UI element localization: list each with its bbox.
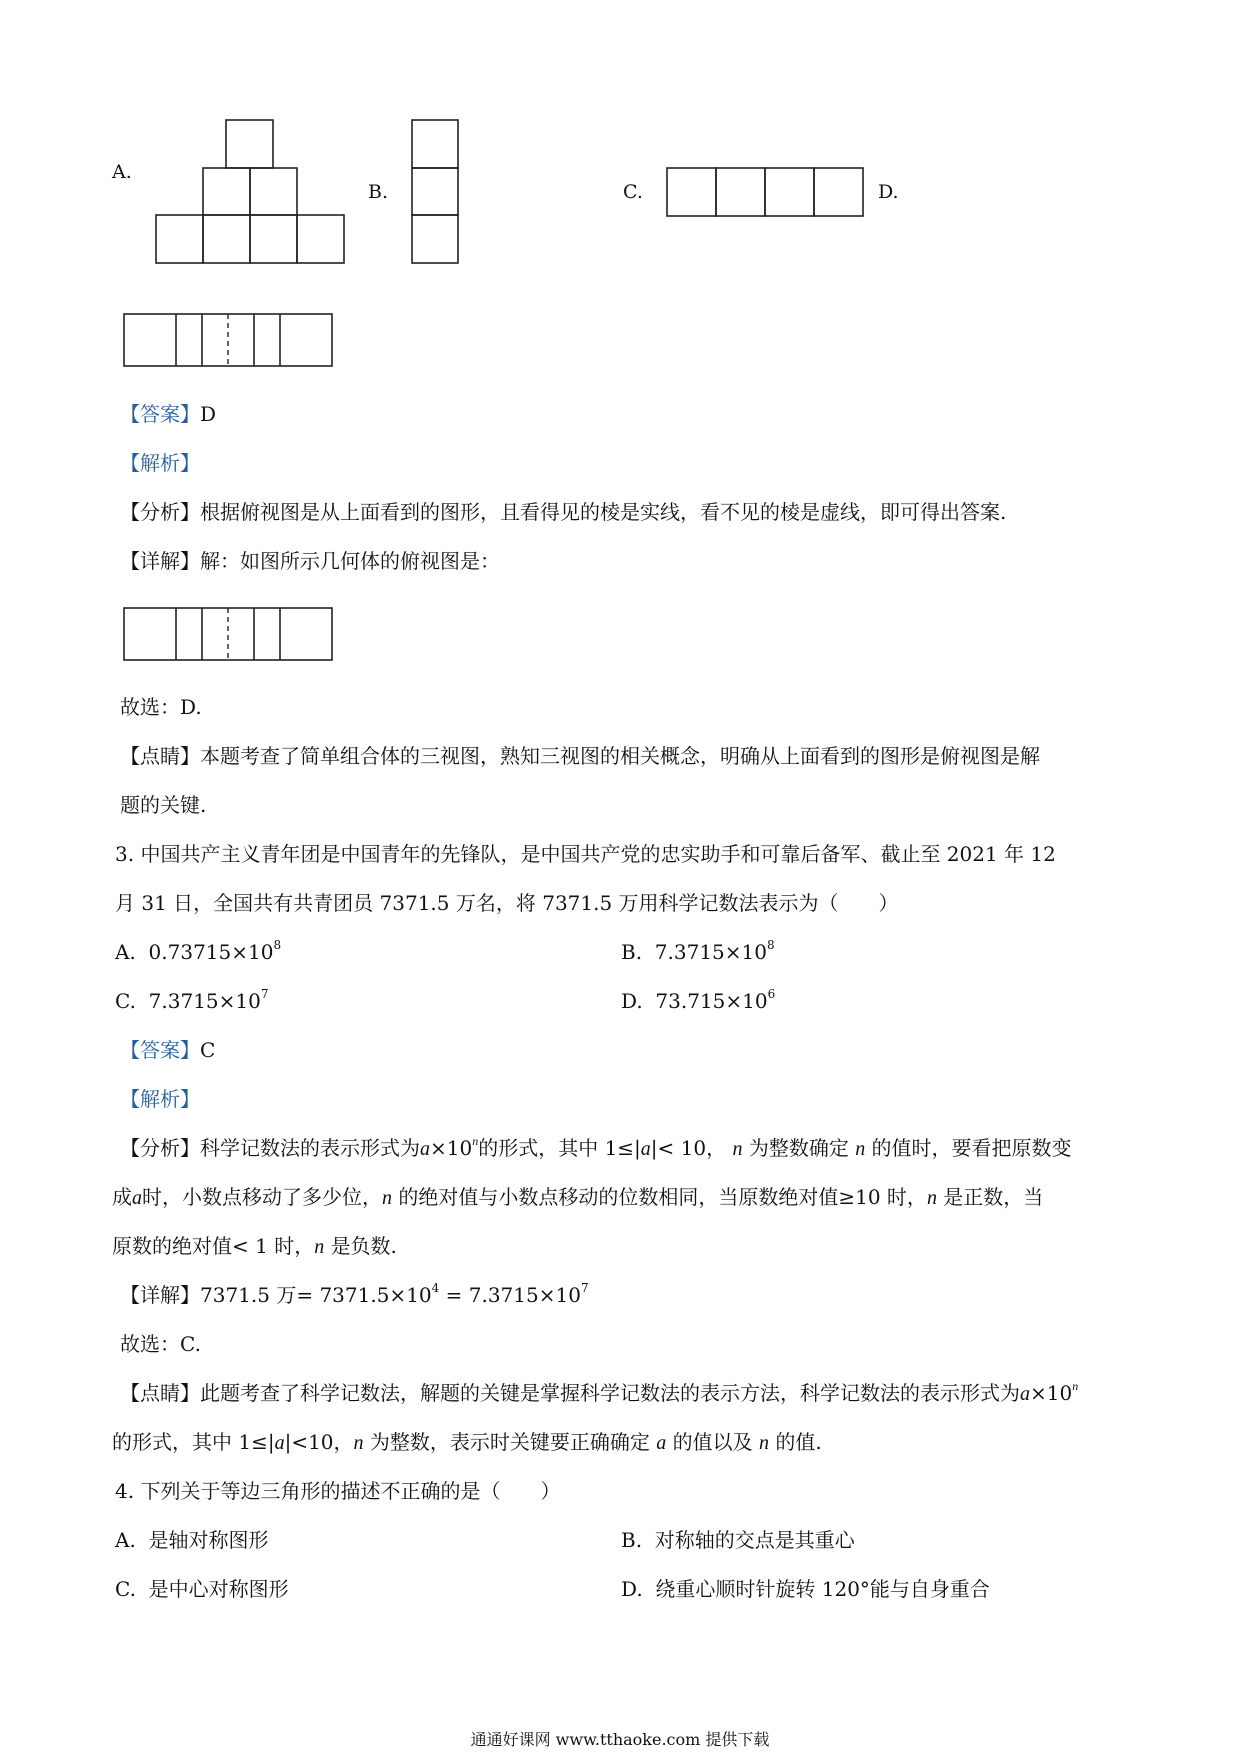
text: 的值时，要看把原数变 (871, 1136, 1072, 1160)
fenxi-tag: 【分析】 (120, 500, 200, 524)
option-value: 7.3715×10 (654, 940, 767, 964)
q2-conclusion: 故选：D. (120, 695, 202, 719)
option-exponent: 6 (767, 987, 776, 1002)
var-a: a (1020, 1383, 1030, 1405)
option-value: 73.715×10 (655, 989, 768, 1013)
text: |<10， (284, 1430, 354, 1454)
q4-option-c (115, 1575, 289, 1603)
answer-value: D (200, 402, 217, 426)
var-a: a (640, 1138, 651, 1160)
q3-stem-line1: 3. 中国共产主义青年团是中国青年的先锋队，是中国共产党的忠实助手和可靠后备军、截止至 2021 年 12 (115, 842, 1056, 866)
option-d-label: D. (878, 181, 899, 203)
xiangjie-tag: 【详解】 (120, 1283, 200, 1307)
xiangjie-text: 解：如图所示几何体的俯视图是： (200, 549, 500, 573)
var-n: n (472, 1134, 479, 1149)
var-n: n (926, 1187, 937, 1209)
q3-stem-line2: 月 31 日，全国共有共青团员 7371.5 万名，将 7371.5 万用科学记数法表示为（ ） (115, 891, 899, 915)
q2-answer (120, 400, 216, 428)
var-a: a (132, 1187, 142, 1209)
option-label: A. (115, 940, 136, 964)
q3-xiangjie (120, 1281, 589, 1309)
option-b-label: B. (368, 181, 389, 203)
text: = 7.3715×10 (439, 1283, 581, 1307)
xiangjie-tag: 【详解】 (120, 549, 200, 573)
option-label: C. (115, 1577, 136, 1601)
option-label: A. (115, 1528, 136, 1552)
option-value: 7.3715×10 (148, 989, 261, 1013)
figure-d (124, 314, 332, 366)
q3-analysis-tag: 【解析】 (120, 1087, 200, 1111)
text: 为整数确定 (748, 1136, 849, 1160)
var-n: n (382, 1187, 392, 1209)
q3-option-c (115, 987, 269, 1015)
option-text: 绕重心顺时针旋转 120°能与自身重合 (655, 1577, 990, 1601)
var-n: n (855, 1138, 866, 1160)
q3-answer (120, 1036, 215, 1064)
text: 是负数. (330, 1234, 397, 1258)
exponent: 4 (431, 1281, 440, 1296)
text: 为整数，表示时关键要正确确定 (369, 1430, 650, 1454)
fenxi-tag: 【分析】 (120, 1136, 200, 1160)
text: 此题考查了科学记数法，解题的关键是掌握科学记数法的表示方法，科学记数法的表示形式为 (200, 1381, 1020, 1405)
q3-option-b (621, 938, 775, 966)
option-value: 0.73715×10 (148, 940, 274, 964)
q3-dianjing-line2 (112, 1428, 822, 1457)
dianjing-tag: 【点睛】 (120, 744, 200, 768)
option-c-label: C. (623, 181, 643, 203)
q3-fenxi-line1 (120, 1134, 1072, 1163)
figure-c (667, 168, 863, 216)
text: 的值以及 (672, 1430, 753, 1454)
text: 时，小数点移动了多少位， (142, 1185, 382, 1209)
q2-analysis-tag: 【解析】 (120, 451, 200, 475)
var-a: a (656, 1432, 667, 1454)
dianjing-tag: 【点睛】 (120, 1381, 200, 1405)
option-exponent: 8 (273, 938, 282, 953)
q3-dianjing-line1 (120, 1379, 1078, 1408)
page-footer: 通通好课网 www.tthaoke.com 提供下载 (470, 1730, 770, 1749)
option-label: B. (621, 940, 643, 964)
answer-tag: 【答案】 (120, 1038, 200, 1062)
var-a: a (420, 1138, 430, 1160)
q2-fenxi (120, 498, 1006, 526)
q2-answer-figure (0, 600, 400, 670)
var-n: n (732, 1138, 743, 1160)
option-exponent: 7 (260, 987, 269, 1002)
q2-dianjing-line2: 题的关键. (120, 793, 207, 817)
figure-b (412, 120, 458, 263)
option-text: 是轴对称图形 (148, 1528, 269, 1552)
text: 科学记数法的表示形式为 (200, 1136, 420, 1160)
q4-option-a (115, 1526, 269, 1554)
q3-fenxi-line2 (112, 1183, 1043, 1212)
option-label: B. (621, 1528, 643, 1552)
q4-stem: 4. 下列关于等边三角形的描述不正确的是（ ） (115, 1479, 561, 1503)
q3-option-a (115, 938, 281, 966)
var-n: n (1072, 1379, 1079, 1394)
exponent: 7 (580, 1281, 589, 1296)
text: 7371.5 万= 7371.5×10 (200, 1283, 432, 1307)
option-exponent: 8 (766, 938, 775, 953)
option-text: 对称轴的交点是其重心 (654, 1528, 855, 1552)
q3-fenxi-line3 (112, 1232, 397, 1261)
text: 的形式，其中 1≤| (112, 1430, 275, 1454)
answer-tag: 【答案】 (120, 402, 200, 426)
option-a-label: A. (112, 161, 132, 183)
text: 的形式，其中 1≤| (478, 1136, 641, 1160)
q2-dianjing (120, 742, 1040, 770)
var-n: n (314, 1236, 325, 1258)
text: 是正数，当 (943, 1185, 1044, 1209)
q2-options-figures (0, 0, 1240, 380)
text: 成 (112, 1185, 132, 1209)
q4-option-d (621, 1575, 990, 1603)
option-label: D. (621, 1577, 643, 1601)
q4-option-b (621, 1526, 855, 1554)
text: |< 10， (650, 1136, 727, 1160)
q3-conclusion: 故选：C. (120, 1332, 201, 1356)
text: 的值. (775, 1430, 822, 1454)
q3-option-d (621, 987, 775, 1015)
option-label: C. (115, 989, 136, 1013)
text: 原数的绝对值< 1 时， (112, 1234, 315, 1258)
figure-a (156, 120, 344, 263)
q2-xiangjie (120, 547, 500, 575)
option-label: D. (621, 989, 643, 1013)
answer-value: C (200, 1038, 216, 1062)
text: 的绝对值与小数点移动的位数相同，当原数绝对值≥10 时， (398, 1185, 927, 1209)
var-n: n (758, 1432, 769, 1454)
var-a: a (274, 1432, 285, 1454)
text: ×10 (1030, 1381, 1073, 1405)
fenxi-text: 根据俯视图是从上面看到的图形，且看得见的棱是实线，看不见的棱是虚线，即可得出答案. (200, 500, 1007, 524)
var-n: n (353, 1432, 364, 1454)
text: ×10 (430, 1136, 473, 1160)
option-text: 是中心对称图形 (148, 1577, 289, 1601)
dianjing-text: 本题考查了简单组合体的三视图，熟知三视图的相关概念，明确从上面看到的图形是俯视图是解 (200, 744, 1040, 768)
